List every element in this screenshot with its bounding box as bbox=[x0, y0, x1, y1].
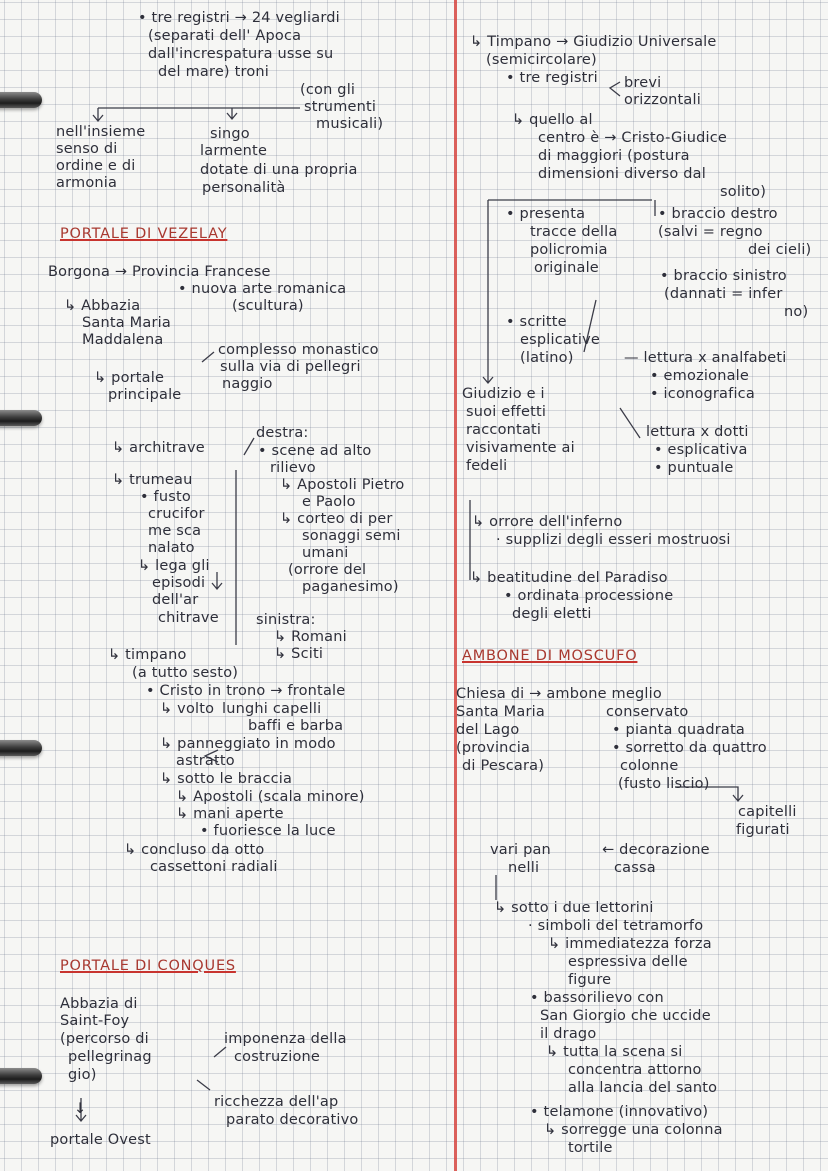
note-line: • emozionale bbox=[650, 368, 750, 384]
note-line: cassa bbox=[614, 860, 656, 876]
note-line: dimensioni diverso dal bbox=[538, 166, 706, 182]
note-line: cassettoni radiali bbox=[150, 859, 278, 875]
note-line: colonne bbox=[620, 758, 679, 774]
note-line: ↳ sotto i due lettorini bbox=[494, 900, 654, 916]
note-line: lunghi capelli bbox=[222, 701, 322, 717]
note-line: sulla via di pellegri bbox=[220, 359, 361, 375]
note-line: gio) bbox=[68, 1067, 97, 1083]
note-line: principale bbox=[108, 387, 182, 403]
note-line: ↳ tutta la scena si bbox=[546, 1044, 683, 1060]
note-line: crucifor bbox=[148, 506, 205, 522]
note-line: (semicircolare) bbox=[486, 52, 597, 68]
note-line: ↳ sorregge una colonna bbox=[544, 1122, 723, 1138]
note-line: chitrave bbox=[158, 610, 219, 626]
note-line: senso di bbox=[56, 141, 118, 157]
note-line: ↳ corteo di per bbox=[280, 511, 393, 527]
note-line: pellegrinag bbox=[68, 1049, 152, 1065]
note-line: ↳ Apostoli (scala minore) bbox=[176, 789, 365, 805]
note-line: — lettura x analfabeti bbox=[624, 350, 787, 366]
note-line: armonia bbox=[56, 175, 118, 191]
note-line: Giudizio e i bbox=[462, 386, 545, 402]
note-line: • braccio destro bbox=[658, 206, 778, 222]
note-line: • pianta quadrata bbox=[612, 722, 745, 738]
note-line: ↳ Timpano → Giudizio Universale bbox=[470, 34, 717, 50]
note-line: ↳ Romani bbox=[274, 629, 347, 645]
note-line: San Giorgio che uccide bbox=[540, 1008, 711, 1024]
note-line: astratto bbox=[176, 753, 235, 769]
note-line: tortile bbox=[568, 1140, 613, 1156]
note-line: • ordinata processione bbox=[504, 588, 674, 604]
note-line: policromia bbox=[530, 242, 608, 258]
note-line: ↳ architrave bbox=[112, 440, 205, 456]
note-line: di maggiori (postura bbox=[538, 148, 690, 164]
note-line: rilievo bbox=[270, 460, 316, 476]
note-line: ↳ trumeau bbox=[112, 472, 193, 488]
note-line: tracce della bbox=[530, 224, 618, 240]
note-line: dei cieli) bbox=[748, 242, 812, 258]
note-line: visivamente ai bbox=[466, 440, 575, 456]
note-line: espressiva delle bbox=[568, 954, 688, 970]
note-line: (dannati = infer bbox=[664, 286, 783, 302]
note-line: costruzione bbox=[234, 1049, 321, 1065]
note-line: • telamone (innovativo) bbox=[530, 1104, 709, 1120]
note-line: dell'ar bbox=[152, 592, 199, 608]
note-line: strumenti bbox=[304, 99, 377, 115]
note-line: (percorso di bbox=[60, 1031, 149, 1047]
note-line: e Paolo bbox=[302, 494, 356, 510]
note-line: fedeli bbox=[466, 458, 508, 474]
note-line: ↳ immediatezza forza bbox=[548, 936, 712, 952]
note-line: degli eletti bbox=[512, 606, 592, 622]
note-line: ↳ Abbazia bbox=[64, 298, 141, 314]
section-title: PORTALE DI VEZELAY bbox=[60, 226, 228, 242]
note-line: • scritte bbox=[506, 314, 567, 330]
note-line: esplicative bbox=[520, 332, 601, 348]
note-line: ↳ orrore dell'inferno bbox=[472, 514, 623, 530]
note-line: ↳ Sciti bbox=[274, 646, 324, 662]
binder-ring-icon bbox=[0, 92, 42, 108]
note-line: Maddalena bbox=[82, 332, 164, 348]
note-line: Borgona → Provincia Francese bbox=[48, 264, 271, 280]
note-line: Abbazia di bbox=[60, 996, 138, 1012]
note-line: portale Ovest bbox=[50, 1132, 151, 1148]
note-line: singo bbox=[210, 126, 250, 142]
note-line: ↳ volto bbox=[160, 701, 215, 717]
note-line: · simboli del tetramorfo bbox=[528, 918, 704, 934]
note-line: complesso monastico bbox=[218, 342, 379, 358]
note-line: • braccio sinistro bbox=[660, 268, 787, 284]
note-line: (scultura) bbox=[232, 298, 304, 314]
note-line: baffi e barba bbox=[248, 718, 344, 734]
note-line: ordine e di bbox=[56, 158, 136, 174]
note-line: • esplicativa bbox=[654, 442, 748, 458]
note-line: imponenza della bbox=[224, 1031, 347, 1047]
note-line: • Cristo in trono → frontale bbox=[146, 683, 346, 699]
note-line: Chiesa di → ambone meglio bbox=[456, 686, 662, 702]
note-line: Santa Maria bbox=[82, 315, 171, 331]
note-line: vari pan bbox=[490, 842, 551, 858]
note-line: paganesimo) bbox=[302, 579, 399, 595]
note-line: (provincia bbox=[456, 740, 531, 756]
note-line: centro è → Cristo-Giudice bbox=[538, 130, 728, 146]
note-line: • scene ad alto bbox=[258, 443, 372, 459]
note-line: nelli bbox=[508, 860, 540, 876]
note-line: (a tutto sesto) bbox=[132, 665, 239, 681]
note-line: personalità bbox=[202, 180, 286, 196]
note-line: (con gli bbox=[300, 82, 356, 98]
note-line: (orrore del bbox=[288, 562, 367, 578]
note-line: di Pescara) bbox=[462, 758, 545, 774]
note-line: • nuova arte romanica bbox=[178, 281, 347, 297]
note-line: ↳ concluso da otto bbox=[124, 842, 265, 858]
note-line: nell'insieme bbox=[56, 124, 146, 140]
note-line: lettura x dotti bbox=[646, 424, 749, 440]
note-line: ↳ portale bbox=[94, 370, 165, 386]
note-line: Saint-Foy bbox=[60, 1013, 130, 1029]
note-line: no) bbox=[784, 304, 809, 320]
note-line: sinistra: bbox=[256, 612, 316, 628]
note-line: ↳ timpano bbox=[108, 647, 187, 663]
note-line: ↳ panneggiato in modo bbox=[160, 736, 336, 752]
note-line: concentra attorno bbox=[568, 1062, 702, 1078]
section-title: PORTALE DI CONQUES bbox=[60, 958, 236, 974]
note-line: brevi bbox=[624, 75, 662, 91]
note-line: ↳ sotto le braccia bbox=[160, 771, 293, 787]
note-line: ↳ lega gli bbox=[138, 558, 210, 574]
note-line: raccontati bbox=[466, 422, 542, 438]
note-line: ↓ bbox=[74, 1101, 87, 1117]
note-line: • bassorilievo con bbox=[530, 990, 664, 1006]
note-line: • tre registri bbox=[506, 70, 598, 86]
note-line: (separati dell' Apoca bbox=[148, 28, 302, 44]
note-line: capitelli bbox=[738, 804, 797, 820]
note-line: del mare) troni bbox=[158, 64, 270, 80]
note-line: figure bbox=[568, 972, 612, 988]
note-line: nalato bbox=[148, 540, 195, 556]
note-line: umani bbox=[302, 545, 349, 561]
note-line: orizzontali bbox=[624, 92, 701, 108]
binder-ring-icon bbox=[0, 740, 42, 756]
note-line: episodi bbox=[152, 575, 206, 591]
note-line: ← decorazione bbox=[602, 842, 710, 858]
note-line: • puntuale bbox=[654, 460, 734, 476]
note-line: il drago bbox=[540, 1026, 597, 1042]
note-line: • tre registri → 24 vegliardi bbox=[138, 10, 340, 26]
note-line: figurati bbox=[736, 822, 790, 838]
note-line: musicali) bbox=[316, 116, 384, 132]
note-line: conservato bbox=[606, 704, 689, 720]
note-line: ↳ beatitudine del Paradiso bbox=[470, 570, 668, 586]
note-line: destra: bbox=[256, 425, 309, 441]
note-line: Santa Maria bbox=[456, 704, 545, 720]
note-line: • iconografica bbox=[650, 386, 755, 402]
note-line: · supplizi degli esseri mostruosi bbox=[496, 532, 731, 548]
note-line: naggio bbox=[222, 376, 273, 392]
binder-ring-icon bbox=[0, 410, 42, 426]
note-line: (fusto liscio) bbox=[618, 776, 710, 792]
note-line: suoi effetti bbox=[466, 404, 547, 420]
note-line: • presenta bbox=[506, 206, 586, 222]
note-line: • fusto bbox=[140, 489, 191, 505]
note-line: (salvi = regno bbox=[658, 224, 763, 240]
note-line: • fuoriesce la luce bbox=[200, 823, 336, 839]
note-line: alla lancia del santo bbox=[568, 1080, 718, 1096]
note-line: ↳ quello al bbox=[512, 112, 593, 128]
note-line: ↳ Apostoli Pietro bbox=[280, 477, 405, 493]
note-line: dall'increspatura usse su bbox=[148, 46, 334, 62]
note-line: ↳ mani aperte bbox=[176, 806, 284, 822]
binder-ring-icon bbox=[0, 1068, 42, 1084]
note-line: solito) bbox=[720, 184, 767, 200]
note-line: parato decorativo bbox=[226, 1112, 359, 1128]
note-line: originale bbox=[534, 260, 599, 276]
note-line: ricchezza dell'ap bbox=[214, 1094, 339, 1110]
section-title: AMBONE DI MOSCUFO bbox=[462, 648, 638, 664]
note-line: sonaggi semi bbox=[302, 528, 401, 544]
note-line: me sca bbox=[148, 523, 202, 539]
note-line: • sorretto da quattro bbox=[612, 740, 767, 756]
note-line: del Lago bbox=[456, 722, 520, 738]
note-line: dotate di una propria bbox=[200, 162, 358, 178]
note-line: larmente bbox=[200, 143, 268, 159]
note-line: (latino) bbox=[520, 350, 574, 366]
margin-divider-line bbox=[454, 0, 457, 1171]
